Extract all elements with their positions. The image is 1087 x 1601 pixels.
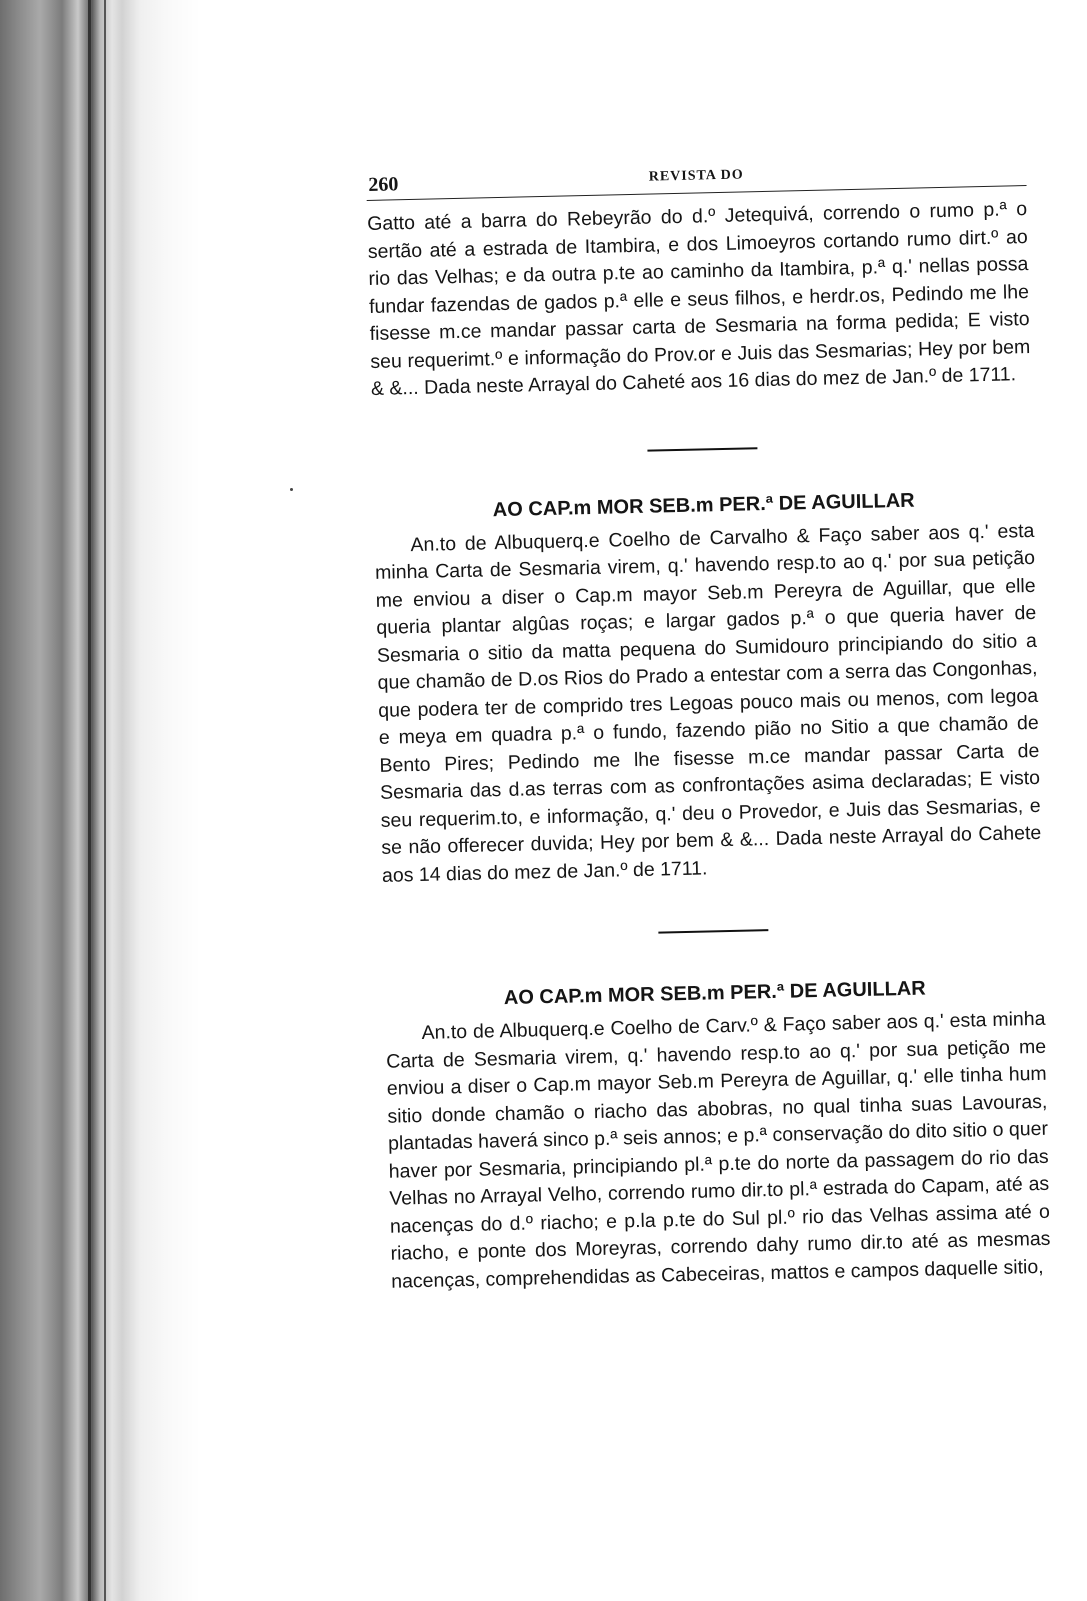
gutter-shadow-line: [104, 0, 106, 1601]
section-body: An.to de Albuquerq.e Coelho de Carv.º & Faço saber aos q.' esta minha Carta de Sesmaria virem, q.' havendo resp.to ao q.' por sua petição me enviou a diser o Cap.m mayor Seb.m Pereyra de Aguillar, q.' elle tinha hum sitio donde chamão o riacho das abobras, no qual tinha suas Lavouras, plantadas haverá sinco p.ª seis annos; e p.ª conservação do dito sitio o quer haver por Sesmaria, principiando pl.ª p.te do norte da passagem do rio das Velhas no Arrayal Velho, correndo rumo dir.to pl.ª estrada do Capam, até as nacenças do d.º riacho; e p.la p.te do Sul pl.º rio das Velhas assima até o riacho, e ponte dos Moreyras, correndo dahy rumo dir.to até as mesmas nacenças, comprehendidas as Cabeceiras, mattos e campos daquelle sitio,: [385, 1007, 1051, 1293]
section-title: AO CAP.m MOR SEB.m PER.ª DE AGUILLAR: [492, 489, 915, 521]
scan-speck: [290, 488, 293, 491]
page-header: [366, 155, 1027, 201]
running-head: REVISTA DO: [648, 167, 744, 185]
book-page: [366, 155, 1051, 1296]
book-gutter: [0, 0, 200, 1601]
gutter-shadow-line: [88, 0, 91, 1601]
continued-paragraph: Gatto até a barra do Rebeyrão do d.º Jetequivá, correndo o rumo p.ª o sertão até a estrada de Itambira, e dos Limoeyros cortando rumo dirt.º ao rio das Velhas; e da outra p.te ao caminho da Itambira, p.ª q.' nellas possa fundar fazendas de gados p.ª elle e seus filhos, e herdr.os, Pedindo me lhe fisesse m.ce mandar passar carta de Sesmaria na forma pedida; E visto seu requerimt.º e informação do Prov.or e Juis das Sesmarias; Hey por bem & &... Dada neste Arrayal do Caheté aos 16 dias do mez de Jan.º de 1711.: [366, 198, 1031, 400]
section-body: An.to de Albuquerq.e Coelho de Carvalho & Faço saber aos q.' esta minha Carta de Sesmaria virem, q.' havendo resp.to ao q.' por sua petição me enviou a diser o Cap.m mayor Seb.m Pereyra de Aguillar, que elle queria plantar algûas roças; e largar gados p.ª o que queria haver de Sesmaria o sitio da matta pequena do Sumidouro principiando do sitio a que chamão de D.os Rios do Prado a entestar com a serra das Congonhas, que podera ter de comprido tres Legoas pouco mais ou menos, com legoa e meya em quadra p.ª o fundo, fazendo pião no Sitio a que chamão de Bento Pires; Pedindo me lhe fisesse m.ce mandar passar Carta de Sesmaria das d.as terras com as confrontações asima declaradas; E visto seu requerim.to, e informação, q.' deu o Provedor, e Juis das Sesmarias, e se não offerecer duvida; Hey por bem & &... Dada neste Arrayal do Cahete aos 14 dias do mez de Jan.º de 1711.: [374, 519, 1042, 887]
page-number: 260: [368, 173, 399, 196]
section-title: AO CAP.m MOR SEB.m PER.ª DE AGUILLAR: [503, 977, 926, 1010]
